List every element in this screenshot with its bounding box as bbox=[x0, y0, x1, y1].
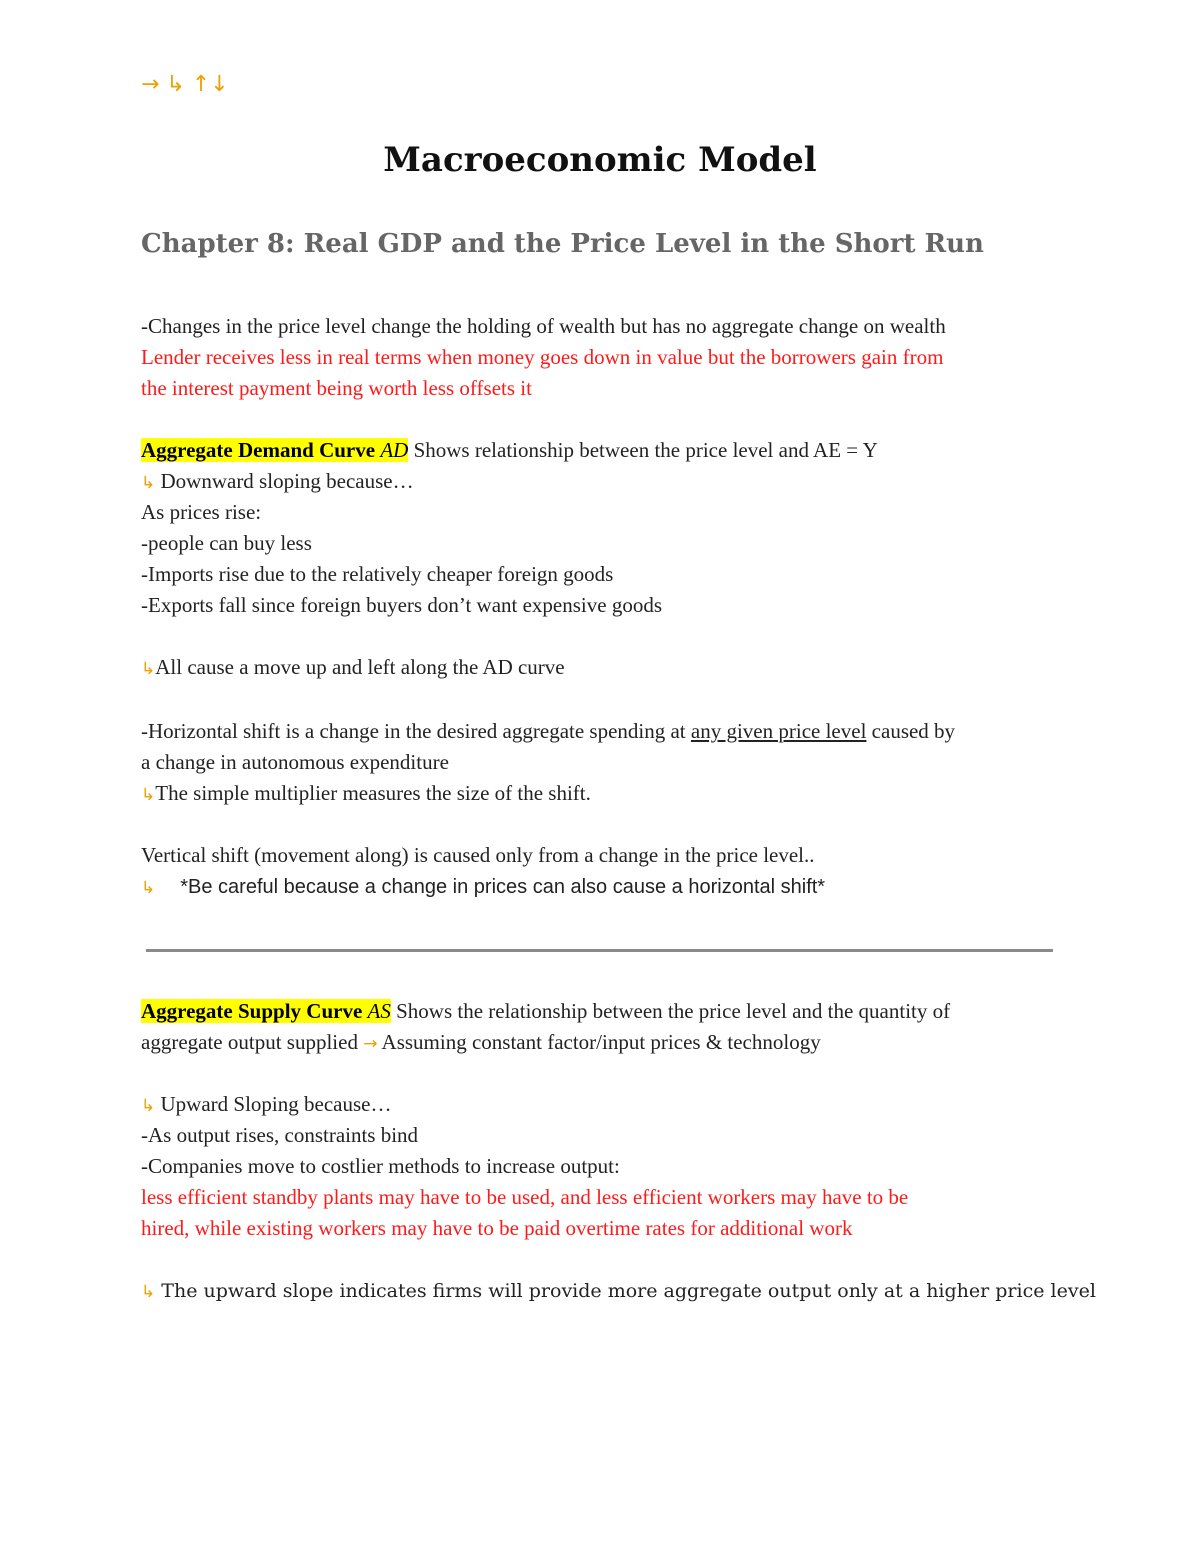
ad-multiplier-text: The simple multiplier measures the size of the shift. bbox=[155, 781, 591, 805]
as-term: Aggregate Supply Curve bbox=[141, 999, 363, 1023]
as-term-highlight bbox=[141, 999, 391, 1023]
header-arrows: → ↳ ↑↓ bbox=[141, 72, 229, 97]
ad-def-text: Shows relationship between the price level and AE = Y bbox=[408, 438, 878, 462]
ad-all-cause-text: All cause a move up and left along the AD curve bbox=[155, 655, 565, 679]
ad-careful-line bbox=[141, 872, 825, 902]
ad-horizontal-underlined: any given price level bbox=[690, 719, 867, 743]
return-arrow-icon: ↳ bbox=[141, 1282, 156, 1302]
arrow-right-icon: → bbox=[363, 1034, 378, 1054]
ad-point-3: -Exports fall since foreign buyers don’t want expensive goods bbox=[141, 593, 662, 617]
as-conclusion-line bbox=[141, 1276, 1096, 1306]
ad-all-cause-line bbox=[141, 653, 565, 683]
horizontal-divider bbox=[146, 949, 1053, 952]
ad-point-2: -Imports rise due to the relatively cheaper foreign goods bbox=[141, 562, 614, 586]
ad-point-1: -people can buy less bbox=[141, 531, 312, 555]
ad-multiplier-line bbox=[141, 779, 591, 809]
ad-horizontal-text-a: -Horizontal shift is a change in the desired aggregate spending at bbox=[141, 719, 691, 743]
return-arrow-icon: ↳ bbox=[141, 473, 156, 493]
return-arrow-icon: ↳ bbox=[141, 659, 156, 679]
ad-definition bbox=[141, 436, 878, 464]
ad-horizontal-line-2: a change in autonomous expenditure bbox=[141, 750, 449, 774]
as-red-line-2: hired, while existing workers may have to be paid overtime rates for additional work bbox=[141, 1216, 853, 1240]
ad-careful-text: *Be careful because a change in prices can also cause a horizontal shift* bbox=[180, 876, 826, 898]
return-arrow-icon: ↳ bbox=[141, 1096, 156, 1116]
chapter-heading: Chapter 8: Real GDP and the Price Level in the Short Run bbox=[141, 229, 984, 259]
as-def-text: Shows the relationship between the price level and the quantity of bbox=[390, 999, 951, 1023]
ad-horizontal-line bbox=[141, 717, 955, 745]
ad-horizontal-text-b: caused by bbox=[866, 719, 956, 743]
intro-red-line-1: Lender receives less in real terms when money goes down in value but the borrowers gain from bbox=[141, 345, 944, 369]
as-point-2: -Companies move to costlier methods to increase output: bbox=[141, 1154, 620, 1178]
as-red-line-1: less efficient standby plants may have to be used, and less efficient workers may have to be bbox=[141, 1185, 909, 1209]
ad-downward-line bbox=[141, 467, 414, 497]
return-arrow-icon: ↳ bbox=[141, 878, 156, 898]
intro-line: -Changes in the price level change the holding of wealth but has no aggregate change on wealth bbox=[141, 314, 946, 338]
as-conclusion-text: The upward slope indicates firms will provide more aggregate output only at a higher price level bbox=[155, 1280, 1096, 1302]
as-definition bbox=[141, 997, 950, 1025]
return-arrow-icon: ↳ bbox=[141, 785, 156, 805]
ad-term-highlight bbox=[141, 438, 408, 462]
as-upward-line bbox=[141, 1090, 391, 1120]
ad-abbr: AD bbox=[380, 438, 409, 462]
ad-as-prices: As prices rise: bbox=[141, 500, 262, 524]
as-def-text-2: aggregate output supplied bbox=[141, 1030, 364, 1054]
ad-vertical-line: Vertical shift (movement along) is caused only from a change in the price level.. bbox=[141, 843, 815, 867]
as-definition-line-2 bbox=[141, 1028, 821, 1058]
as-upward-text: Upward Sloping because… bbox=[155, 1092, 392, 1116]
ad-downward-text: Downward sloping because… bbox=[155, 469, 414, 493]
page-title: Macroeconomic Model bbox=[383, 140, 817, 180]
as-point-1: -As output rises, constraints bind bbox=[141, 1123, 419, 1147]
ad-term: Aggregate Demand Curve bbox=[141, 438, 376, 462]
as-abbr: AS bbox=[367, 999, 391, 1023]
intro-red-line-2: the interest payment being worth less offsets it bbox=[141, 376, 532, 400]
as-assume-text: Assuming constant factor/input prices & technology bbox=[377, 1030, 821, 1054]
